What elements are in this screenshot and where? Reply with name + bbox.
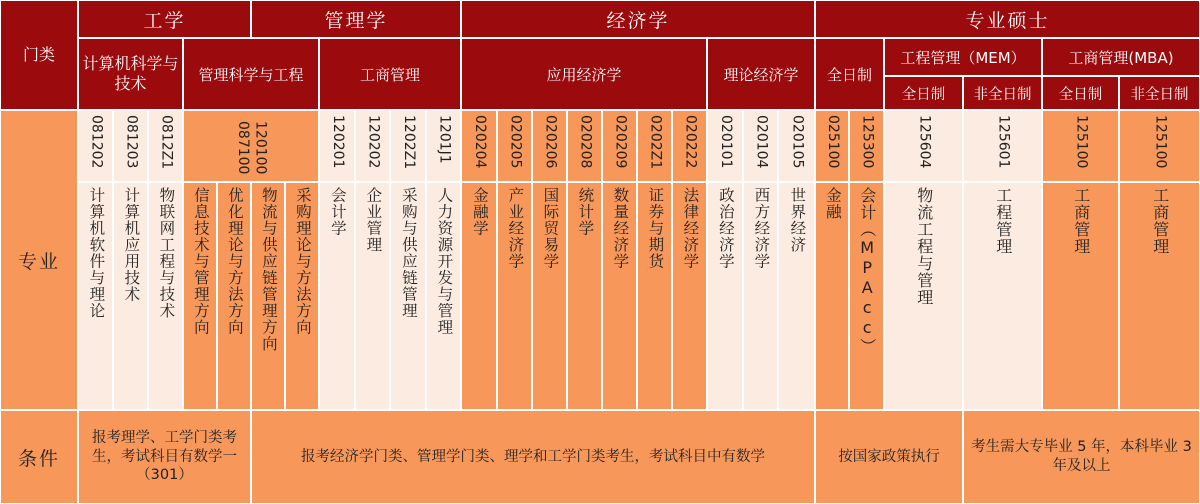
major-text: 统计学 — [576, 187, 595, 237]
code-cell — [778, 110, 815, 182]
major-text: 政治经济学 — [716, 187, 735, 270]
major-cell — [1042, 182, 1119, 410]
code-cell — [532, 110, 567, 182]
code-text: 125300 — [859, 115, 876, 169]
code-text: 081203 — [123, 115, 140, 169]
code-cell — [815, 110, 849, 182]
major-text: 工程管理 — [993, 187, 1013, 255]
discipline-economics: 经济学 — [461, 0, 815, 38]
major-text: 物联网工程与技术 — [157, 187, 176, 319]
major-text: 优化理论与方法方向 — [225, 187, 244, 336]
code-cell — [672, 110, 707, 182]
major-cell — [426, 182, 461, 410]
study-mode-mem-fulltime: 全日制 — [884, 76, 963, 110]
discipline-professional-master: 专业硕士 — [815, 0, 1200, 38]
category-header: 门类 — [0, 0, 78, 110]
major-cell — [778, 182, 815, 410]
code-text: 125601 — [995, 115, 1012, 169]
major-text: 企业管理 — [364, 187, 383, 253]
major-cell — [532, 182, 567, 410]
code-text: 020222 — [682, 115, 699, 169]
code-cell — [743, 110, 778, 182]
code-cell — [707, 110, 743, 182]
major-text: 计算机软件与理论 — [87, 187, 106, 319]
code-cell — [183, 110, 319, 182]
major-cell — [390, 182, 426, 410]
condition-econ-management: 报考经济学门类、管理学门类、理学和工学门类考生，考试科目中有数学 — [251, 410, 815, 504]
major-text: 工商管理 — [1150, 187, 1170, 255]
condition-national-policy: 按国家政策执行 — [815, 410, 963, 504]
major-text: 金融 — [823, 187, 842, 220]
major-cell — [815, 182, 849, 410]
major-text: 采购与供应链管理 — [399, 187, 418, 319]
major-cell — [884, 182, 963, 410]
code-text: 020104 — [753, 115, 770, 169]
major-cell — [849, 182, 884, 410]
major-cell — [217, 182, 251, 410]
code-cell — [963, 110, 1042, 182]
code-cell — [355, 110, 390, 182]
discipline-engineering: 工学 — [78, 0, 251, 38]
code-cell — [849, 110, 884, 182]
major-cell — [183, 182, 217, 410]
major-text: 计算机应用技术 — [122, 187, 141, 303]
code-text: 020105 — [789, 115, 806, 169]
major-text: 证券与期货 — [646, 187, 665, 270]
code-cell — [637, 110, 672, 182]
major-row-label: 专业 — [0, 110, 78, 410]
major-cell — [567, 182, 602, 410]
code-text: 020206 — [542, 115, 559, 169]
major-text: 法律经济学 — [681, 187, 700, 270]
major-cell — [319, 182, 355, 410]
first-level-theory-econ: 理论经济学 — [707, 38, 815, 110]
code-cell — [78, 110, 113, 182]
code-cell — [113, 110, 148, 182]
code-cell — [426, 110, 461, 182]
code-text: 0812Z1 — [158, 115, 175, 170]
major-text: 金融学 — [470, 187, 489, 237]
code-text: 020204 — [471, 115, 488, 169]
condition-row-label: 条件 — [0, 410, 78, 504]
major-cell — [707, 182, 743, 410]
code-text: 1202Z1 — [400, 115, 417, 170]
first-level-mse: 管理科学与工程 — [183, 38, 319, 110]
code-cell — [567, 110, 602, 182]
major-cell — [743, 182, 778, 410]
major-cell — [963, 182, 1042, 410]
condition-work-experience: 考生需大专毕业 5 年，本科毕业 3 年及以上 — [963, 410, 1200, 504]
code-cell — [884, 110, 963, 182]
major-text: 人力资源开发与管理 — [435, 187, 454, 336]
major-cell — [637, 182, 672, 410]
major-cell — [148, 182, 183, 410]
major-text: 会计（MPAcc） — [857, 187, 877, 355]
major-cell — [355, 182, 390, 410]
major-cell — [461, 182, 497, 410]
code-cell — [461, 110, 497, 182]
study-mode-mba-fulltime: 全日制 — [1042, 76, 1119, 110]
major-text: 产业经济学 — [506, 187, 525, 270]
first-level-cs: 计算机科学与技术 — [78, 38, 183, 110]
major-cell — [672, 182, 707, 410]
major-text: 信息技术与管理方向 — [191, 187, 210, 336]
code-cell — [390, 110, 426, 182]
major-text: 西方经济学 — [752, 187, 771, 270]
first-level-ba: 工商管理 — [319, 38, 461, 110]
major-cell — [113, 182, 148, 410]
code-text: 120100 087100 — [235, 121, 269, 175]
major-cell — [602, 182, 637, 410]
major-text: 采购理论与方法方向 — [293, 187, 312, 336]
major-cell — [78, 182, 113, 410]
major-text: 物流工程与管理 — [914, 187, 934, 306]
major-cell — [1119, 182, 1200, 410]
first-level-mem: 工程管理（MEM） — [884, 38, 1042, 76]
major-text: 物流与供应链管理方向 — [259, 187, 278, 352]
study-mode-mem-parttime: 非全日制 — [963, 76, 1042, 110]
major-text: 世界经济 — [788, 187, 807, 253]
major-text: 工商管理 — [1071, 187, 1091, 255]
code-text: 125100 — [1152, 115, 1169, 169]
condition-engineering: 报考理学、工学门类考生，考试科目有数学一（301） — [78, 410, 251, 504]
code-text: 020209 — [612, 115, 629, 169]
code-text: 025100 — [824, 115, 841, 169]
code-cell — [497, 110, 532, 182]
discipline-management: 管理学 — [251, 0, 461, 38]
code-text: 020205 — [507, 115, 524, 169]
code-cell — [1119, 110, 1200, 182]
first-level-applied-econ: 应用经济学 — [461, 38, 707, 110]
code-text: 0202Z1 — [647, 115, 664, 170]
code-cell — [148, 110, 183, 182]
major-cell — [285, 182, 319, 410]
major-text: 国际贸易学 — [541, 187, 560, 270]
first-level-mba: 工商管理(MBA) — [1042, 38, 1200, 76]
code-cell — [319, 110, 355, 182]
code-text: 1201J1 — [436, 115, 453, 164]
code-text: 120202 — [365, 115, 382, 169]
major-cell — [497, 182, 532, 410]
study-mode-mba-parttime: 非全日制 — [1119, 76, 1200, 110]
code-text: 020208 — [577, 115, 594, 169]
major-text: 会计学 — [328, 187, 347, 237]
first-level-fulltime: 全日制 — [815, 38, 884, 110]
code-text: 125604 — [916, 115, 933, 169]
code-cell — [602, 110, 637, 182]
code-text: 020101 — [717, 115, 734, 169]
major-cell — [251, 182, 285, 410]
code-cell — [1042, 110, 1119, 182]
code-text: 081202 — [88, 115, 105, 169]
code-text: 125100 — [1073, 115, 1090, 169]
major-text: 数量经济学 — [611, 187, 630, 270]
code-text: 120201 — [329, 115, 346, 169]
